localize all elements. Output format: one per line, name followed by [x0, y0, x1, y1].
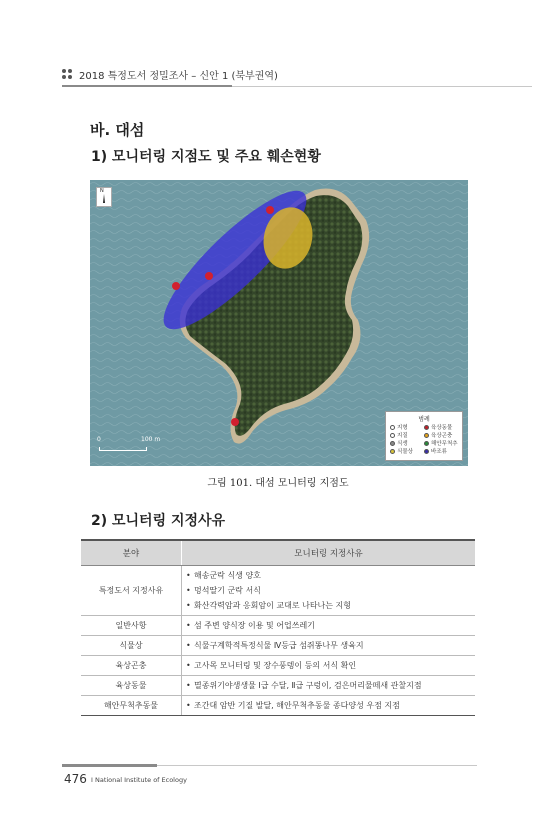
monitoring-point: [205, 272, 213, 280]
column-header-reason: 모니터링 지정사유: [182, 540, 476, 566]
scale-zero: 0: [97, 436, 101, 443]
footer-rule-light: [157, 765, 477, 766]
reason-cell: [182, 696, 476, 716]
legend-swatch: [424, 449, 429, 454]
scale-label: 100 m: [141, 436, 161, 443]
map-legend: [385, 411, 463, 461]
table-row: [81, 636, 475, 656]
reason-cell: [182, 636, 476, 656]
field-cell: 일반사항: [81, 616, 182, 636]
legend-swatch: [424, 441, 429, 446]
reason-item: • 고사목 모니터링 및 장수풍뎅이 등의 서식 확인: [194, 658, 471, 673]
reason-item: • 식물구계학적특정식물 Ⅳ등급 섬쥐똥나무 생육지: [194, 638, 471, 653]
footer-organization: I National Institute of Ecology: [91, 776, 187, 784]
footer-rule: [62, 764, 157, 767]
figure-caption: 그림 101. 대섬 모니터링 지점도: [207, 478, 349, 489]
legend-item: 식생: [390, 439, 408, 447]
legend-item: 지형: [390, 423, 408, 431]
table-row: [81, 656, 475, 676]
legend-swatch: [390, 425, 395, 430]
reasons-table: [81, 539, 475, 716]
table-header-row: [81, 540, 475, 566]
reason-item: • 화산각력암과 응회암이 교대로 나타나는 지형: [194, 598, 471, 613]
table-row: [81, 676, 475, 696]
field-cell: 육상동물: [81, 676, 182, 696]
legend-swatch: [424, 425, 429, 430]
reason-item: • 멍석딸기 군락 서식: [194, 583, 471, 598]
header-rule: [62, 85, 232, 87]
legend-swatch: [390, 441, 395, 446]
header-dots-icon: [62, 69, 74, 81]
legend-item: 육상곤충: [424, 431, 452, 439]
table-row: [81, 566, 475, 616]
field-cell: 특정도서 지정사유: [81, 566, 182, 616]
legend-item: 식물상: [390, 447, 413, 455]
column-header-field: 분야: [81, 540, 182, 566]
legend-item: 바조류: [424, 447, 447, 455]
legend-swatch: [390, 449, 395, 454]
field-cell: 육상곤충: [81, 656, 182, 676]
legend-item: 해안무척추: [424, 439, 458, 447]
north-arrow-icon: N: [96, 187, 112, 207]
monitoring-point: [172, 282, 180, 290]
reason-cell: [182, 566, 476, 616]
reason-item: • 해송군락 식생 양호: [194, 568, 471, 583]
page-number: 476: [64, 772, 87, 786]
field-cell: 식물상: [81, 636, 182, 656]
monitoring-point: [266, 206, 274, 214]
subsection-title-reasons: 2) 모니터링 지정사유: [91, 513, 226, 529]
legend-item: 지질: [390, 431, 408, 439]
monitoring-point: [231, 418, 239, 426]
reason-cell: [182, 656, 476, 676]
legend-title: 범례: [418, 416, 430, 423]
legend-swatch: [424, 433, 429, 438]
reason-cell: [182, 676, 476, 696]
section-title: 바. 대섬: [90, 121, 145, 139]
reason-item: • 조간대 암반 기질 발달, 해안무척추동물 종다양성 우점 지점: [194, 698, 471, 713]
running-header: [62, 66, 532, 84]
reason-cell: [182, 616, 476, 636]
field-cell: 해안무척추동물: [81, 696, 182, 716]
subsection-title-map: 1) 모니터링 지점도 및 주요 훼손현황: [91, 149, 321, 165]
legend-swatch: [390, 433, 395, 438]
table-row: [81, 616, 475, 636]
header-rule-light: [232, 86, 532, 87]
reason-item: • 멸종위기야생생물 Ⅰ급 수달, Ⅱ급 구렁이, 검은머리물떼새 관찰지점: [194, 678, 471, 693]
header-title: 2018 특정도서 정밀조사 – 신안 1 (북부권역): [79, 71, 278, 82]
reason-item: • 섬 주변 양식장 이용 및 어업쓰레기: [194, 618, 471, 633]
legend-item: 육상동물: [424, 423, 452, 431]
table-row: [81, 696, 475, 716]
